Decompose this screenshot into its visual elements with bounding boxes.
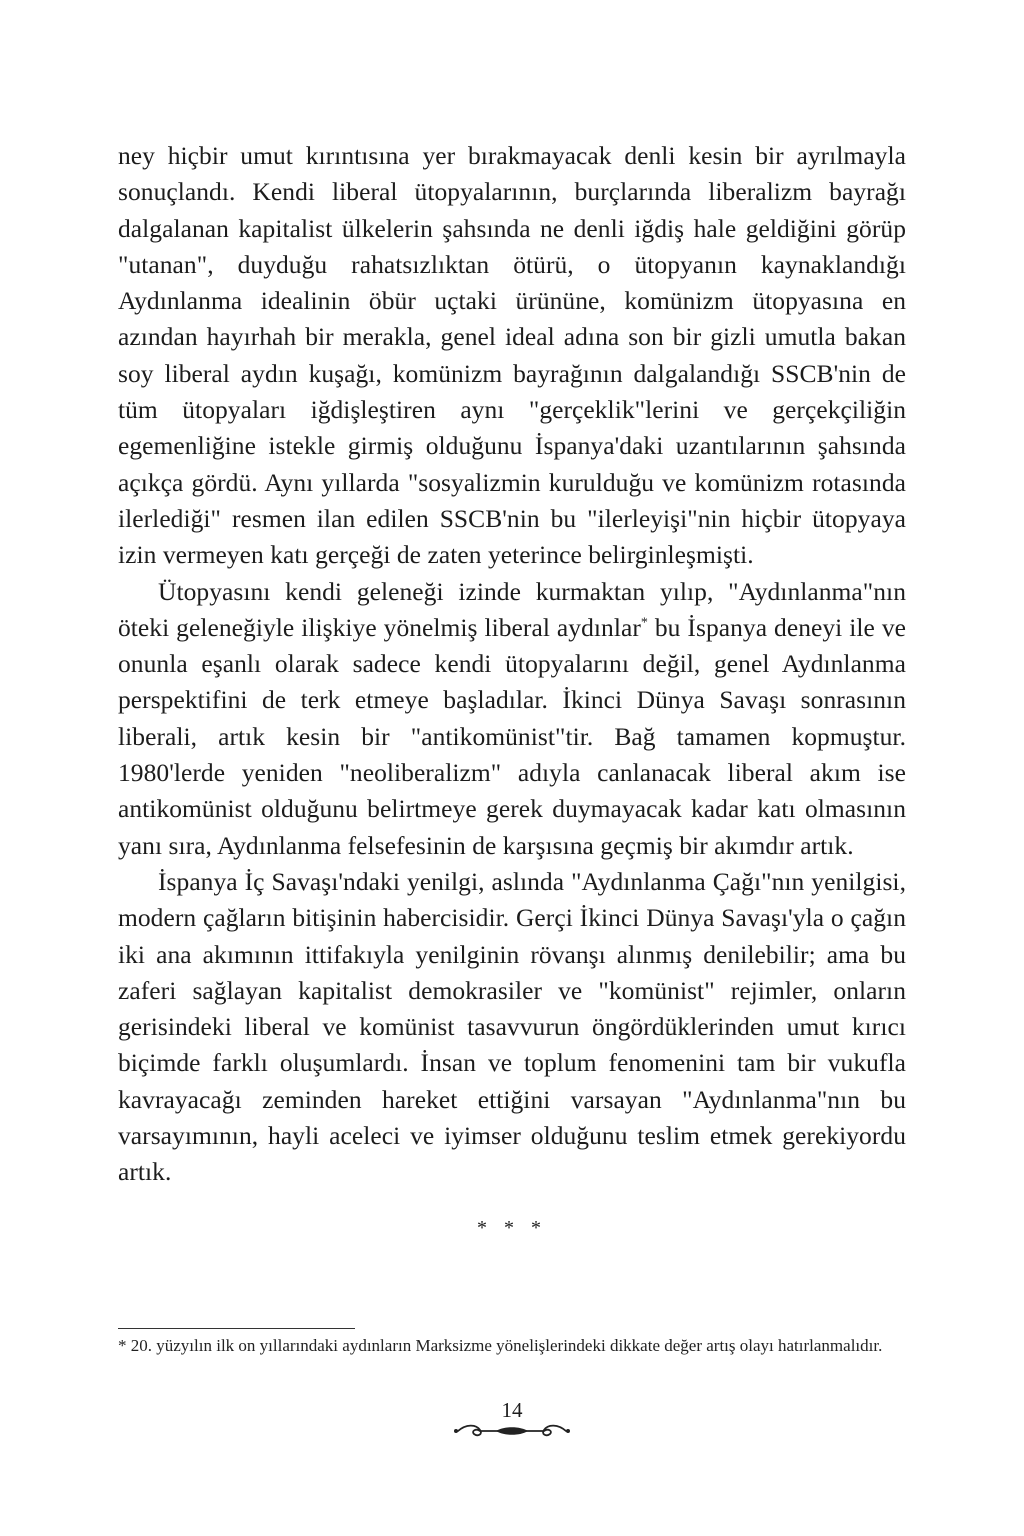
footnote-rule — [118, 1328, 355, 1329]
paragraph-2-rest: bu İspanya deneyi ile ve onunla eşanlı olarak sadece kendi ütopyalarını değil, genel Aydınlanma perspektifini de terk etmeye başladılar. İkinci Dünya Savaşı sonrasının liberali, artık kesin bir "antikomünist"tir. Bağ tamamen kopmuştur. 1980'lerde yeniden "neoliberalizm" adıyla canlanacak liberal akım ise antikomünist olduğunu belirtmeye gerek duymayacak kadar katı olmasının yanı sıra, Aydınlanma felsefesinin de karşısına geçmiş bir akımdır artık. — [118, 612, 907, 860]
page-body — [118, 138, 906, 1241]
flourish-ornament-icon — [452, 1422, 572, 1440]
page-folio — [0, 1398, 1024, 1440]
footnote: * 20. yüzyılın ilk on yıllarındaki aydınların Marksizme yönelişlerindeki dikkate değer artış olayı hatırlanmalıdır. — [118, 1336, 883, 1355]
page-number: 14 — [501, 1398, 523, 1422]
paragraph-1: ney hiçbir umut kırıntısına yer bırakmayacak denli kesin bir ayrılmayla sonuçlandı. Kendi liberal ütopyalarının, burçlarında liberalizm bayrağı dalgalanan kapitalist ülkelerin şahsında ne denli iğdiş hale geldiğini görüp "utanan", duyduğu rahatsızlıktan ötürü, o ütopyanın kaynaklandığı Aydınlanma idealinin öbür uçtaki ürününe, komünizm ütopyasına en azından hayırhah bir merakla, genel ideal adına son bir gizli umutla bakan soy liberal aydın kuşağı, komünizm bayrağının dalgalandığı SSCB'nin de tüm ütopyaları iğdişleştiren aynı "gerçeklik"lerini ve gerçekçiliğin egemenliğine istekle girmiş olduğunu İspanya'daki uzantılarının şahsında açıkça gördü. Aynı yıllarda "sosyalizmin kurulduğu ve komünizm rotasında ilerlediği" resmen ilan edilen SSCB'nin bu "ilerleyişi"nin hiçbir ütopyaya izin vermeyen katı gerçeği de zaten yeterince belirginleşmişti. — [118, 141, 906, 570]
paragraph-2 — [118, 574, 906, 864]
section-separator: * * * — [477, 1216, 547, 1239]
footnote-marker: * — [640, 615, 648, 631]
paragraph-3: İspanya İç Savaşı'ndaki yenilgi, aslında "Aydınlanma Çağı"nın yenilgisi, modern çağların bitişinin habercisidir. Gerçi İkinci Dünya Savaşı'yla o çağın iki ana akımının ittifakıyla yenilginin rövanşı alınmış denilebilir; ama bu zaferi sağlayan kapitalist demokrasiler ve "komünist" rejimler, onların gerisindeki liberal ve komünist tasavvurun öngördüklerinden umut kırıcı biçimde farklı oluşumlardı. İnsan ve toplum fenomenini tam bir vukufla kavrayacağı zeminden hareket ettiğini varsayan "Aydınlanma"nın bu varsayımının, hayli aceleci ve iyimser olduğunu teslim etmek gerekiyordu artık. — [118, 866, 906, 1187]
paragraph-2-lead: Ütopyasını kendi geleneği izinde kurmaktan yılıp, "Aydınlanma"nın öteki geleneğiyle ilişkiye yönelmiş liberal aydınlar — [118, 576, 906, 642]
